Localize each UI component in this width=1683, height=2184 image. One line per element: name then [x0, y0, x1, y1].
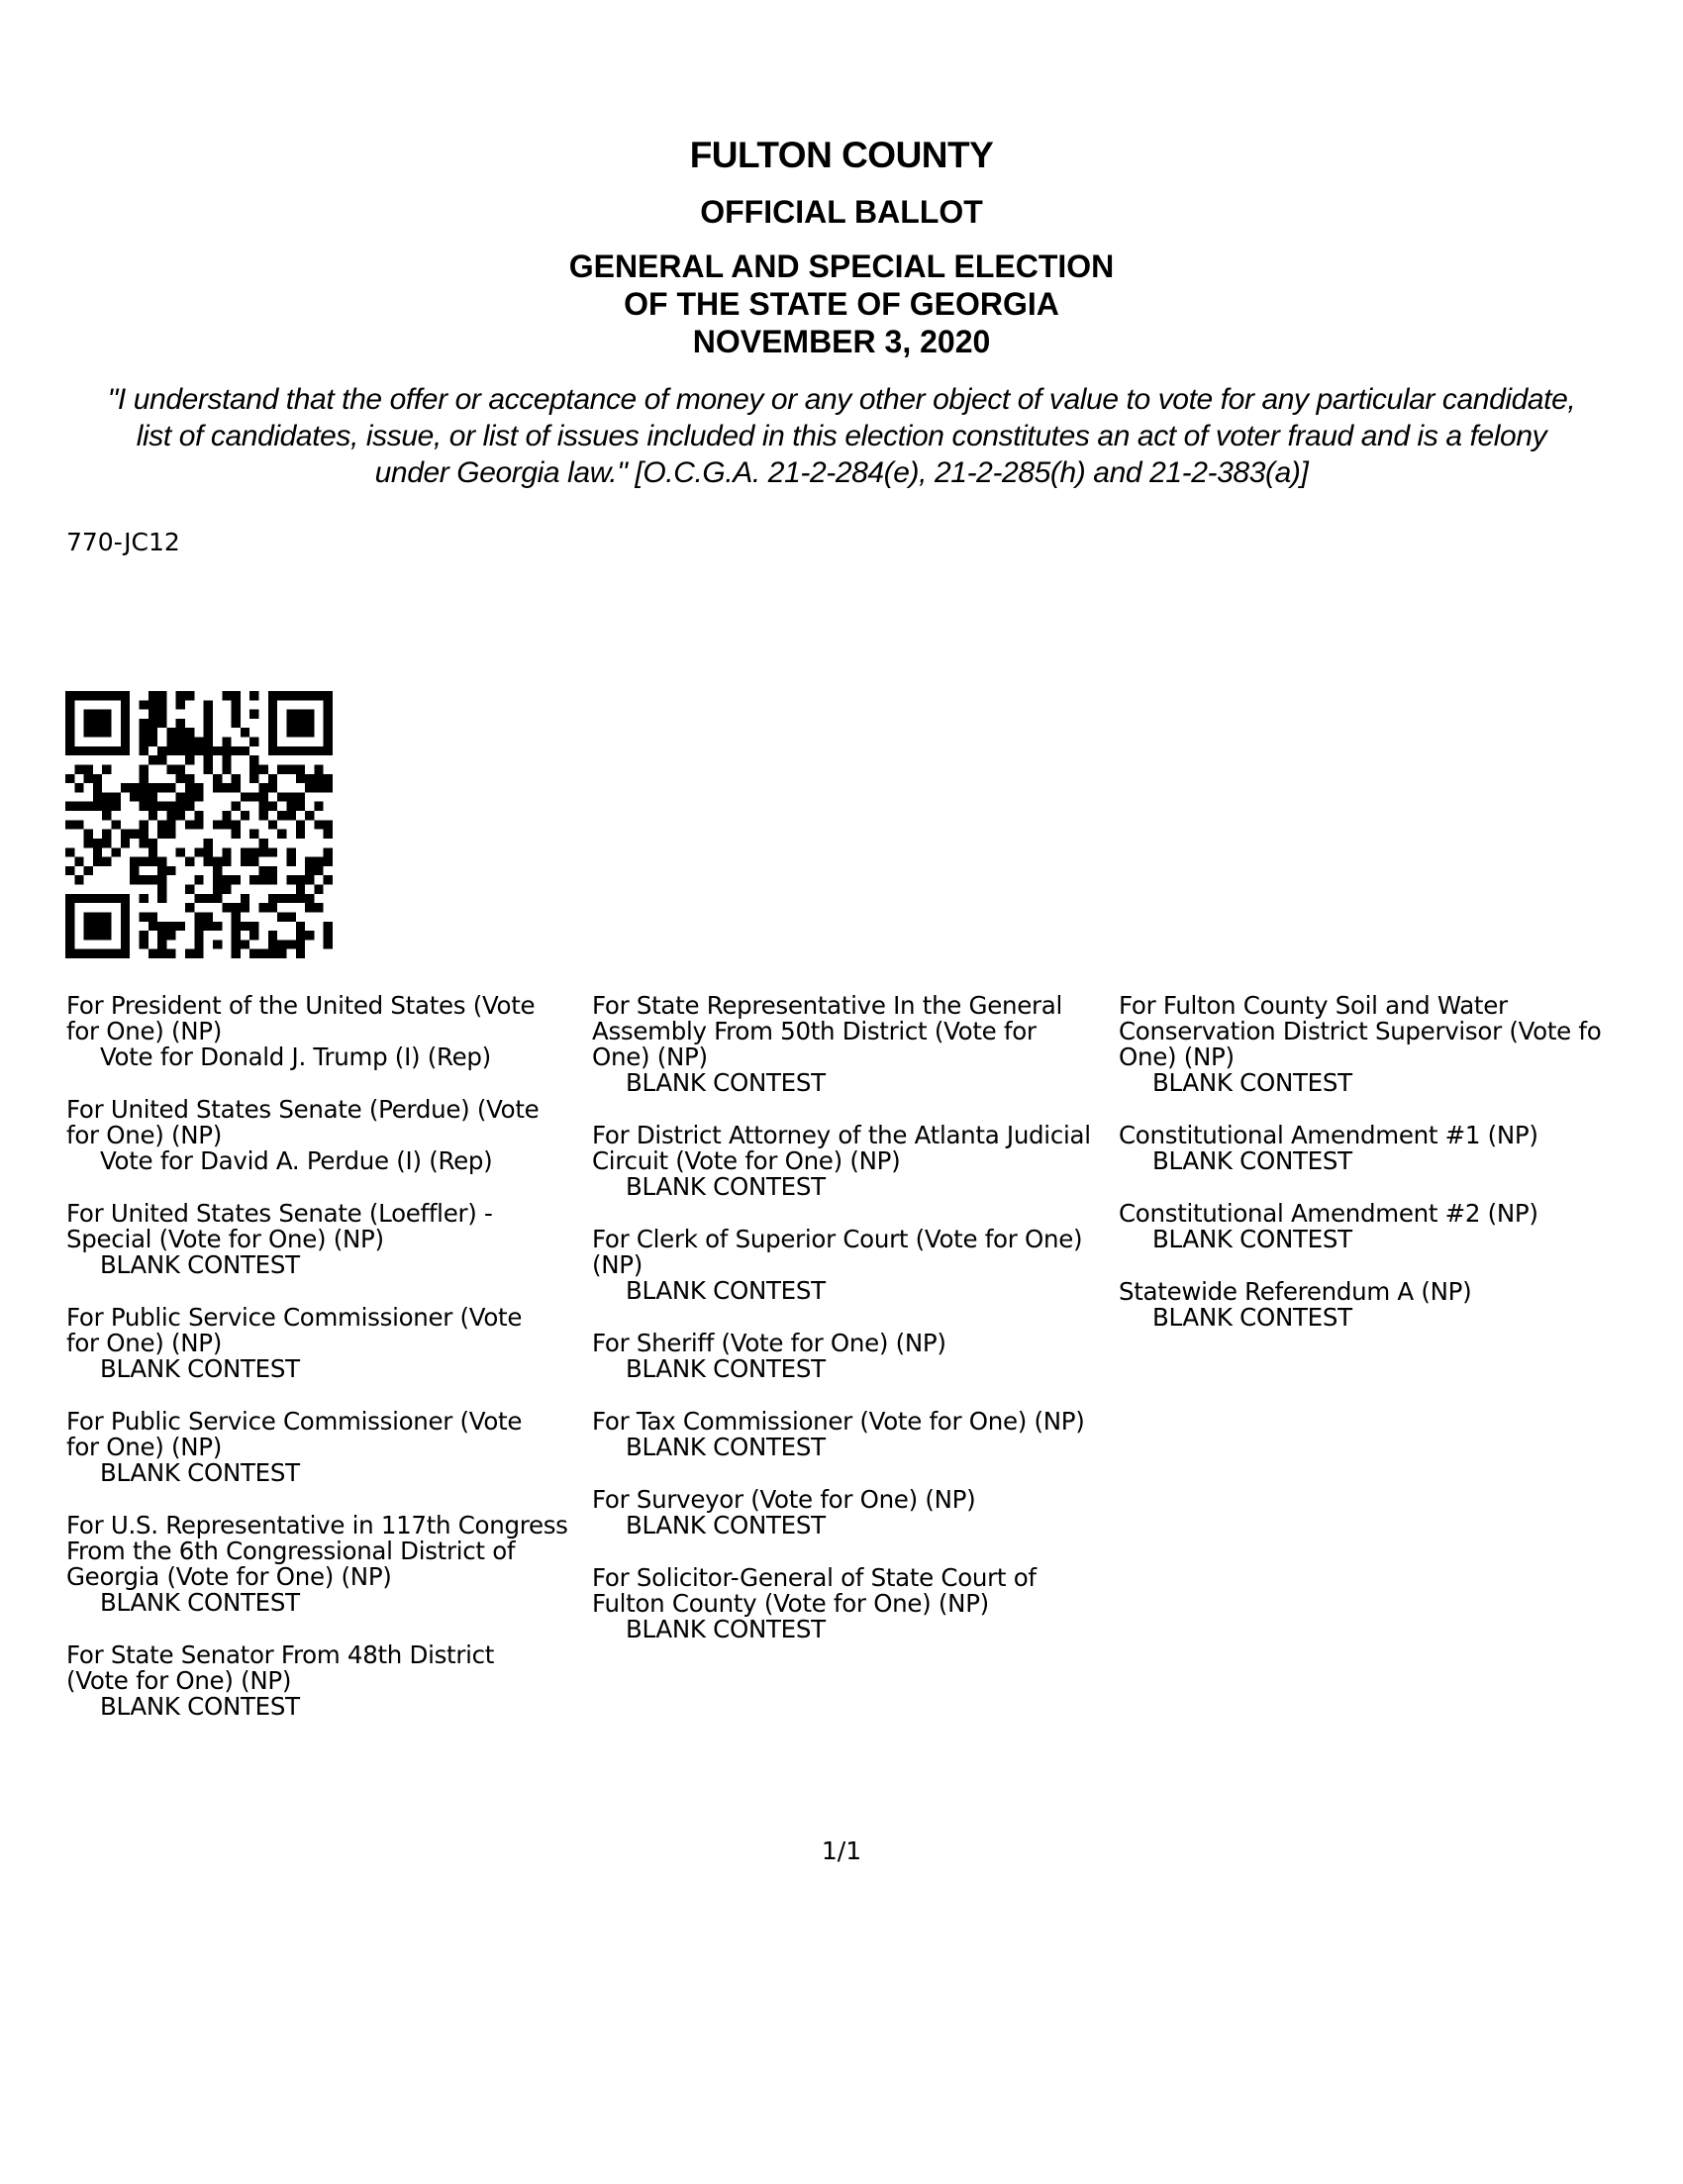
voter-oath: [59, 381, 1624, 491]
contest-title-line: Constitutional Amendment #2 (NP): [1119, 1199, 1538, 1228]
contest-title-line: For United States Senate (Perdue) (Vote: [66, 1095, 540, 1124]
contest-title-line: One) (NP): [592, 1042, 708, 1071]
contest-title-line: For State Representative In the General: [592, 991, 1063, 1020]
contest-title-line: Constitutional Amendment #1 (NP): [1119, 1121, 1538, 1149]
contest-selection: BLANK CONTEST: [1152, 1225, 1352, 1253]
contest-title-line: For United States Senate (Loeffler) -: [66, 1199, 493, 1228]
contest-block: [66, 1642, 581, 1720]
contest-selection: BLANK CONTEST: [1152, 1068, 1352, 1097]
county-title: FULTON COUNTY: [689, 135, 994, 175]
election-line-2: OF THE STATE OF GEORGIA: [624, 286, 1059, 322]
contest-block: [1119, 1123, 1673, 1174]
election-line-1: GENERAL AND SPECIAL ELECTION: [568, 248, 1115, 284]
contest-title-line: (Vote for One) (NP): [66, 1666, 292, 1695]
contest-title-line: Circuit (Vote for One) (NP): [592, 1146, 901, 1175]
oath-line-2: list of candidates, issue, or list of issues included in this election constitutes an act of voter fraud and is a felony: [136, 420, 1547, 452]
contest-title-line: For Solicitor-General of State Court of: [592, 1563, 1037, 1592]
contest-selection: BLANK CONTEST: [1152, 1303, 1352, 1332]
election-date: NOVEMBER 3, 2020: [692, 324, 991, 359]
contest-selection: BLANK CONTEST: [626, 1354, 826, 1383]
contest-title-line: For Fulton County Soil and Water: [1119, 991, 1508, 1020]
contest-title-line: Conservation District Supervisor (Vote fo: [1119, 1017, 1602, 1045]
contest-selection: BLANK CONTEST: [100, 1588, 300, 1617]
contest-block: [66, 1097, 581, 1174]
contest-column-3: [1119, 993, 1673, 1357]
contest-selection: Vote for Donald J. Trump (I) (Rep): [100, 1042, 491, 1071]
contest-selection: BLANK CONTEST: [626, 1172, 826, 1201]
page-number: 1/1: [821, 1837, 862, 1865]
contest-block: [66, 1513, 581, 1616]
contest-title-line: Assembly From 50th District (Vote for: [592, 1017, 1037, 1045]
contest-selection: BLANK CONTEST: [626, 1615, 826, 1643]
contest-title-line: for One) (NP): [66, 1433, 223, 1461]
contest-selection: BLANK CONTEST: [626, 1068, 826, 1097]
contest-title-line: Statewide Referendum A (NP): [1119, 1277, 1472, 1306]
contest-title-line: For State Senator From 48th District: [66, 1640, 495, 1669]
qr-code-icon: [65, 691, 333, 958]
ballot-type: OFFICIAL BALLOT: [700, 194, 983, 230]
election-title: [0, 248, 1683, 360]
contest-title-line: For Tax Commissioner (Vote for One) (NP): [592, 1407, 1085, 1436]
contest-title-line: Special (Vote for One) (NP): [66, 1225, 384, 1253]
contest-title-line: For Surveyor (Vote for One) (NP): [592, 1485, 976, 1514]
contest-selection: BLANK CONTEST: [100, 1458, 300, 1487]
contest-block: [66, 1409, 581, 1486]
contest-title-line: For Public Service Commissioner (Vote: [66, 1303, 523, 1332]
contest-block: [66, 1305, 581, 1382]
contest-column-1: [66, 993, 581, 1746]
contest-block: [592, 1123, 1107, 1200]
contest-title-line: For Sheriff (Vote for One) (NP): [592, 1329, 946, 1357]
contest-block: [1119, 1201, 1673, 1252]
contest-selection: BLANK CONTEST: [100, 1692, 300, 1721]
contest-block: [592, 1565, 1107, 1642]
contest-title-line: Fulton County (Vote for One) (NP): [592, 1589, 989, 1618]
contest-title-line: For Public Service Commissioner (Vote: [66, 1407, 523, 1436]
contest-title-line: For District Attorney of the Atlanta Judicial: [592, 1121, 1091, 1149]
ballot-code: 770-JC12: [66, 528, 180, 556]
contest-selection: BLANK CONTEST: [626, 1433, 826, 1461]
contest-block: [66, 1201, 581, 1278]
contest-block: [1119, 993, 1673, 1096]
contest-block: [592, 1227, 1107, 1304]
contest-selection: BLANK CONTEST: [100, 1354, 300, 1383]
contest-title-line: for One) (NP): [66, 1121, 223, 1149]
contest-block: [1119, 1279, 1673, 1331]
contest-selection: Vote for David A. Perdue (I) (Rep): [100, 1146, 493, 1175]
contest-title-line: for One) (NP): [66, 1329, 223, 1357]
oath-line-3: under Georgia law." [O.C.G.A. 21-2-284(e), 21-2-285(h) and 21-2-383(a)]: [374, 456, 1309, 489]
contest-title-line: for One) (NP): [66, 1017, 223, 1045]
contest-selection: BLANK CONTEST: [626, 1276, 826, 1305]
contest-block: [592, 993, 1107, 1096]
contest-title-line: From the 6th Congressional District of: [66, 1537, 516, 1565]
contest-selection: BLANK CONTEST: [626, 1511, 826, 1539]
contest-block: [592, 1409, 1107, 1460]
contest-title-line: For President of the United States (Vote: [66, 991, 536, 1020]
contest-title-line: For Clerk of Superior Court (Vote for One): [592, 1225, 1083, 1253]
contest-block: [66, 993, 581, 1070]
contest-selection: BLANK CONTEST: [100, 1250, 300, 1279]
contest-title-line: (NP): [592, 1250, 644, 1279]
contest-title-line: Georgia (Vote for One) (NP): [66, 1562, 392, 1591]
contest-block: [592, 1331, 1107, 1382]
contest-selection: BLANK CONTEST: [1152, 1146, 1352, 1175]
contest-block: [592, 1487, 1107, 1539]
contest-column-2: [592, 993, 1107, 1669]
contest-title-line: One) (NP): [1119, 1042, 1235, 1071]
oath-line-1: "I understand that the offer or acceptance of money or any other object of value to vote for any particular candidate,: [107, 383, 1576, 416]
contest-title-line: For U.S. Representative in 117th Congress: [66, 1511, 568, 1539]
